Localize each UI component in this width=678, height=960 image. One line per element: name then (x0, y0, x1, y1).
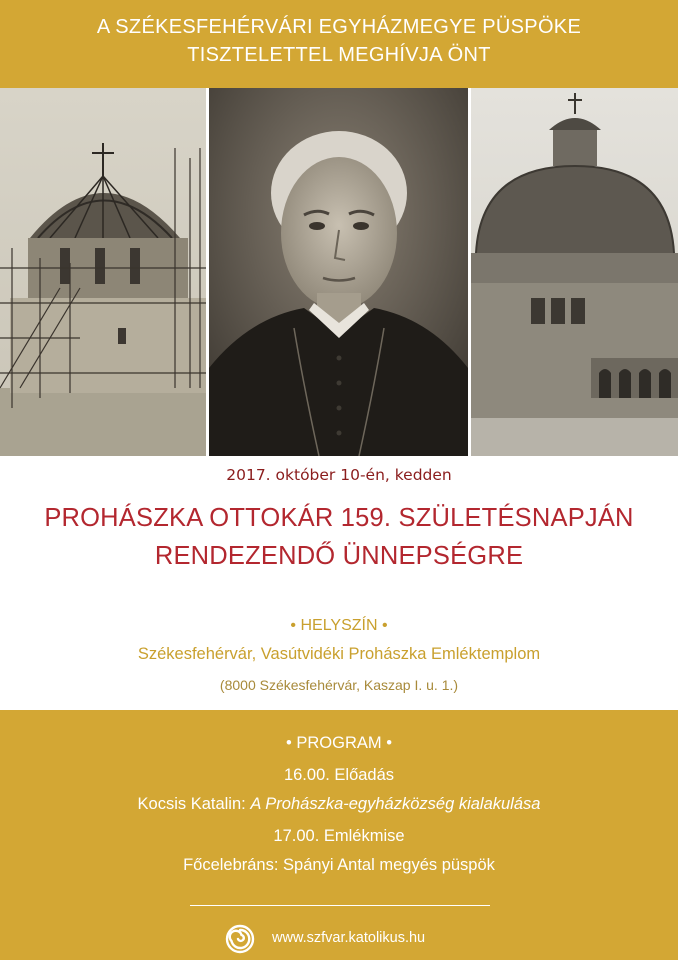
venue-address: (8000 Székesfehérvár, Kaszap I. u. 1.) (219, 677, 459, 693)
church-under-construction-photo (0, 88, 206, 456)
footer-divider (190, 905, 490, 906)
venue-name: Székesfehérvár, Vasútvidéki Prohászka Emléktemplom (137, 645, 541, 663)
event-date: 2017. október 10-én, kedden (226, 466, 452, 484)
venue-heading: • HELYSZÍN • (290, 617, 388, 634)
footer (0, 917, 678, 957)
program-item-1-speaker: Kocsis Katalin: (137, 795, 246, 813)
program-item-1-time: 16.00. Előadás (283, 766, 395, 784)
event-title-line-1: PROHÁSZKA OTTOKÁR 159. SZÜLETÉSNAPJÁN (44, 504, 634, 532)
header-line-1: A SZÉKESFEHÉRVÁRI EGYHÁZMEGYE PÜSPÖKE (96, 16, 582, 38)
program-item-2-time: 17.00. Emlékmise (273, 827, 405, 845)
program-item-1-topic: A Prohászka-egyházközség kialakulása (250, 795, 541, 813)
header-band (0, 0, 678, 88)
header-line-2: TISZTELETTEL MEGHÍVJA ÖNT (187, 44, 491, 66)
event-title-line-2: RENDEZENDŐ ÜNNEPSÉGRE (154, 542, 524, 570)
program-item-1-detail (0, 795, 678, 814)
portrait-photo (209, 88, 468, 456)
photo-strip (0, 88, 678, 456)
domed-church-photo (471, 88, 678, 456)
program-item-2-celebrant: Főcelebráns: Spányi Antal megyés püspök (183, 856, 495, 874)
website-link[interactable]: www.szfvar.katolikus.hu (272, 930, 426, 946)
program-heading: • PROGRAM • (286, 734, 392, 752)
spiral-logo-icon (225, 924, 255, 954)
program-band (0, 710, 678, 960)
